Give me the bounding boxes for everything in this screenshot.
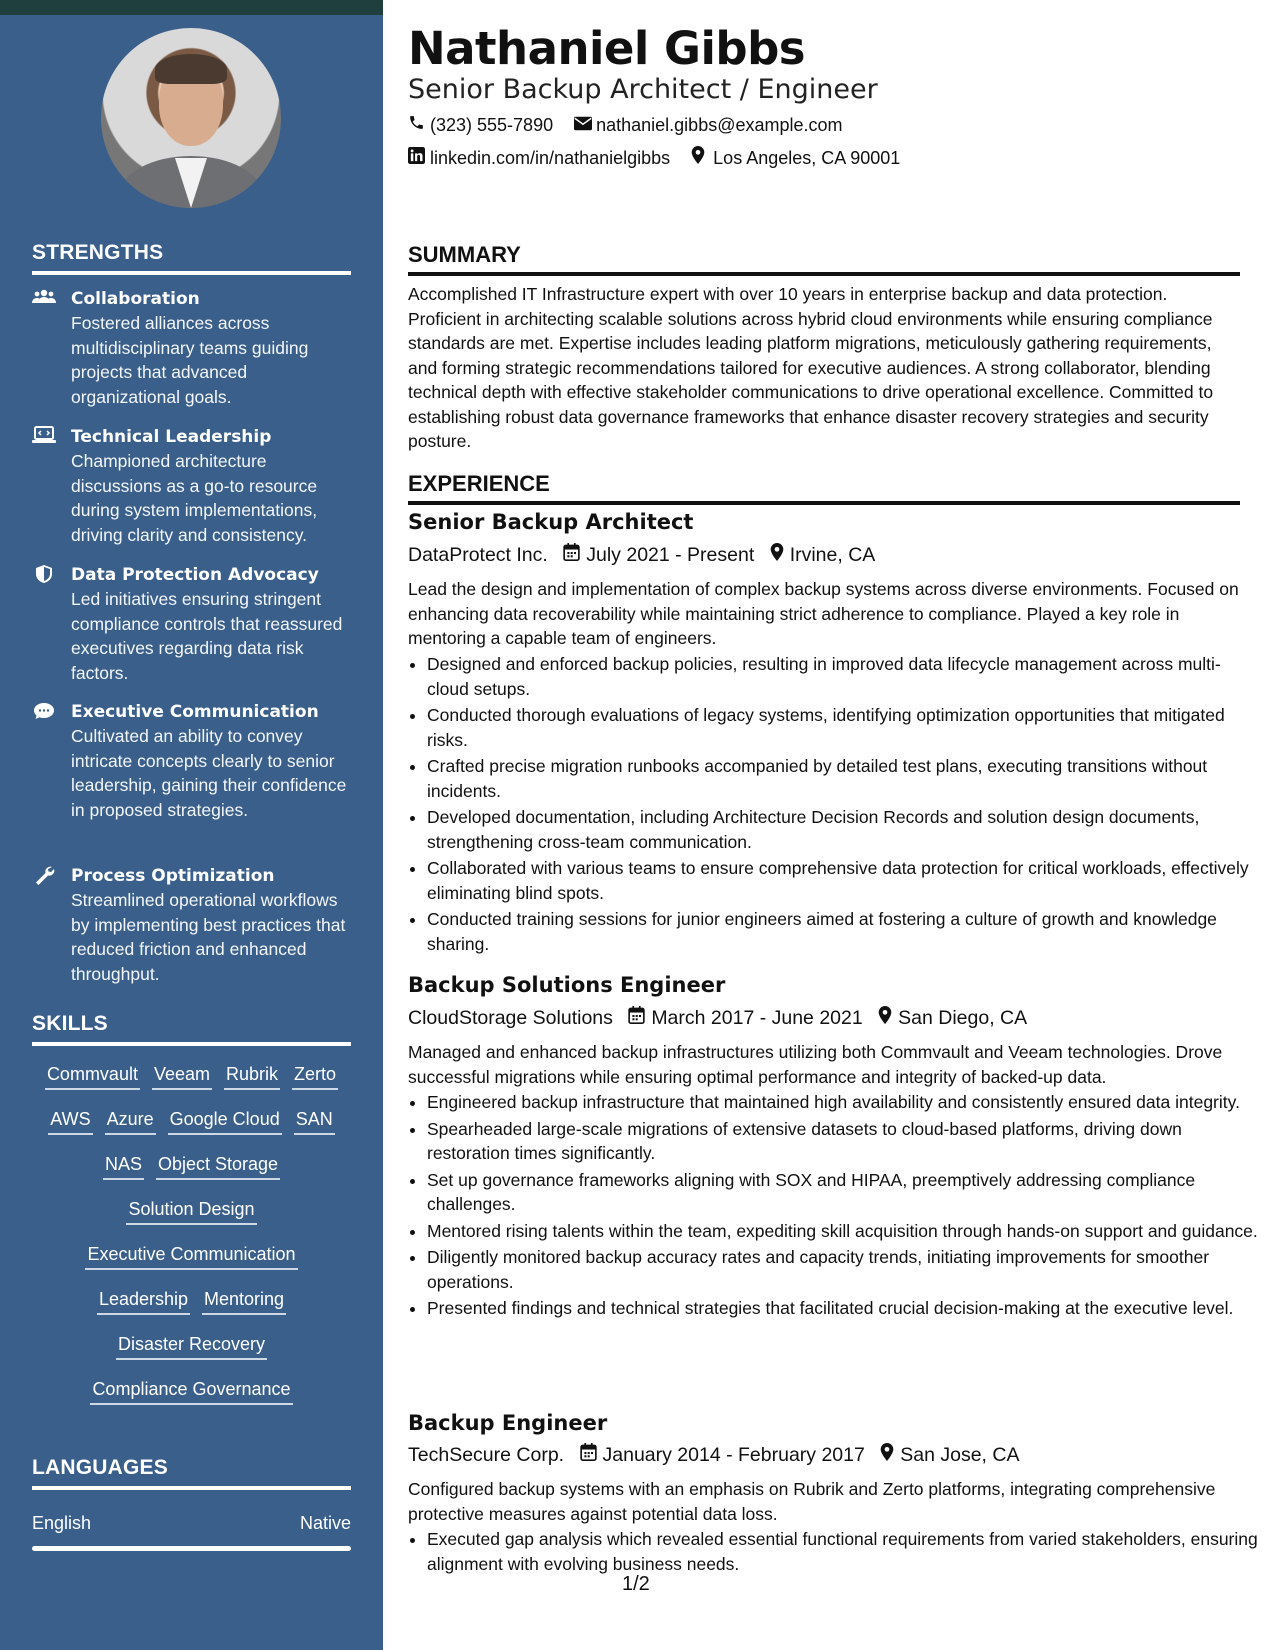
- strength-desc: Fostered alliances across multidisciplinary teams guiding projects that advanced organizational goals.: [71, 313, 309, 407]
- strength-desc: Championed architecture discussions as a go-to resource during system implementations, driving clarity and consistency.: [71, 451, 318, 545]
- skills-heading: SKILLS: [32, 1012, 351, 1046]
- skill-tag: Compliance Governance: [90, 1375, 292, 1405]
- skill-tag: Commvault: [45, 1060, 140, 1090]
- shield-icon: [32, 564, 56, 584]
- bullet-item: • Engineered backup infrastructure that maintained high availability and consistently ensured data integrity.: [427, 1090, 1259, 1115]
- job-dates: July 2021 - Present: [586, 544, 755, 566]
- skill-tag: Mentoring: [202, 1285, 286, 1315]
- strength-item: [32, 700, 352, 822]
- contact-location: [691, 146, 900, 169]
- contact-linkedin: [408, 147, 670, 169]
- sidebar-top-bar: [0, 0, 383, 15]
- skills-list: [32, 1058, 351, 1418]
- bullet-item: • Mentored rising talents within the team, expediting skill acquisition through hands-on support and guidance.: [427, 1219, 1259, 1244]
- job-dates: March 2017 - June 2021: [651, 1007, 863, 1029]
- skill-tag: Zerto: [292, 1060, 338, 1090]
- phone-text: (323) 555-7890: [430, 115, 554, 135]
- wrench-icon: [32, 865, 56, 885]
- strength-item: [32, 864, 352, 986]
- job-bullets: [408, 1090, 1259, 1323]
- job-location: Irvine, CA: [789, 544, 876, 566]
- bullet-item: • Presented findings and technical strategies that facilitated crucial decision-making at the executive level.: [427, 1296, 1259, 1321]
- strength-item: [32, 563, 352, 685]
- strength-desc: Led initiatives ensuring stringent compliance controls that reassured executives regarding data risk factors.: [71, 589, 343, 683]
- bullet-item: • Conducted thorough evaluations of legacy systems, identifying optimization opportunities that mitigated risks.: [427, 703, 1259, 752]
- summary-heading: SUMMARY: [408, 242, 1240, 276]
- bullet-item: • Executed gap analysis which revealed essential functional requirements from varied stakeholders, ensuring alignment with evolving business needs.: [427, 1527, 1259, 1576]
- envelope-icon: [574, 116, 592, 136]
- strength-item: [32, 425, 352, 547]
- strength-item: [32, 287, 352, 409]
- languages-heading: LANGUAGES: [32, 1456, 351, 1490]
- language-level: Native: [299, 1513, 351, 1533]
- job-summary: Lead the design and implementation of complex backup systems across diverse environments. Focused on enhancing data recoverability while maintaining strict adherence to compliance. Played a key role in mentoring a capable team of engineers.: [408, 579, 1239, 648]
- strength-title: Executive Communication: [71, 702, 319, 722]
- bullet-item: • Set up governance frameworks aligning with SOX and HIPAA, preemptively addressing compliance challenges.: [427, 1168, 1259, 1217]
- job-title: Backup Engineer: [408, 1411, 608, 1435]
- bullet-item: • Developed documentation, including Architecture Decision Records and solution design documents, strengthening cross-team communication.: [427, 805, 1259, 854]
- experience-heading: EXPERIENCE: [408, 471, 1240, 505]
- phone-icon: [408, 114, 426, 136]
- users-icon: [32, 288, 56, 308]
- summary-text: Accomplished IT Infrastructure expert with over 10 years in enterprise backup and data protection. Proficient in architecting scalable solutions across hybrid cloud environments while ensuring compliance standards are met. Expertise includes leading platform migrations, meticulously gathering requirements, and forming strategic recommendations tailored for executive audiences. A strong collaborator, blending technical depth with effective stakeholder communications to drive operational excellence. Committed to establishing robust data governance frameworks that enhance disaster recovery strategies and security posture.: [408, 284, 1214, 451]
- skill-tag: Veeam: [152, 1060, 212, 1090]
- job-bullets: [408, 1527, 1259, 1578]
- profile-photo: [101, 28, 281, 208]
- skill-tag: NAS: [103, 1150, 144, 1180]
- job-company: DataProtect Inc.: [408, 544, 548, 566]
- map-pin-icon: [880, 1443, 894, 1466]
- email-text: nathaniel.gibbs@example.com: [596, 115, 843, 135]
- skill-tag: Azure: [105, 1105, 156, 1135]
- job-title: Backup Solutions Engineer: [408, 973, 726, 997]
- bullet-item: • Diligently monitored backup accuracy rates and capacity trends, initiating improvements for smoother operations.: [427, 1245, 1259, 1294]
- job-meta: [408, 1006, 1037, 1030]
- language-name: English: [32, 1513, 92, 1533]
- contact-row: [408, 146, 916, 169]
- location-text: Los Angeles, CA 90001: [713, 148, 901, 168]
- candidate-name: Nathaniel Gibbs: [408, 22, 806, 75]
- job-company: TechSecure Corp.: [408, 1444, 565, 1466]
- calendar-icon: [580, 1443, 597, 1466]
- skill-tag: Google Cloud: [168, 1105, 282, 1135]
- job-summary: Configured backup systems with an emphasis on Rubrik and Zerto platforms, integrating comprehensive protective measures against potential data loss.: [408, 1479, 1216, 1524]
- comment-icon: [32, 701, 56, 721]
- strength-title: Process Optimization: [71, 866, 275, 886]
- skill-tag: AWS: [48, 1105, 92, 1135]
- skill-tag: Rubrik: [224, 1060, 280, 1090]
- calendar-icon: [563, 543, 580, 566]
- skill-tag: Solution Design: [126, 1195, 256, 1225]
- strengths-heading: STRENGTHS: [32, 241, 351, 275]
- language-level-bar: [32, 1546, 351, 1551]
- strength-desc: Cultivated an ability to convey intricate concepts clearly to senior leadership, gaining their confidence in proposed strategies.: [71, 726, 347, 820]
- bullet-item: • Crafted precise migration runbooks accompanied by detailed test plans, executing transitions without incidents.: [427, 754, 1259, 803]
- contact-phone: [408, 114, 553, 136]
- calendar-icon: [628, 1006, 645, 1029]
- skill-tag: Object Storage: [156, 1150, 280, 1180]
- sidebar: [0, 0, 383, 1650]
- job-company: CloudStorage Solutions: [408, 1007, 613, 1029]
- bullet-item: • Designed and enforced backup policies, resulting in improved data lifecycle management across multi-cloud setups.: [427, 652, 1259, 701]
- skill-tag: SAN: [294, 1105, 335, 1135]
- bullet-item: • Spearheaded large-scale migrations of extensive datasets to cloud-based platforms, driving down restoration times significantly.: [427, 1117, 1259, 1166]
- job-bullets: [408, 652, 1259, 958]
- job-summary: Managed and enhanced backup infrastructures utilizing both Commvault and Veeam technologies. Drove successful migrations while ensuring optimal performance and integrity of backed-up data.: [408, 1042, 1223, 1087]
- strength-desc: Streamlined operational workflows by implementing best practices that reduced friction and enhanced throughput.: [71, 890, 346, 984]
- job-title: Senior Backup Architect: [408, 510, 694, 534]
- job-location: San Diego, CA: [898, 1007, 1028, 1029]
- map-pin-icon: [770, 543, 784, 566]
- contact-email: [574, 115, 842, 136]
- skill-tag: Leadership: [97, 1285, 190, 1315]
- job-dates: January 2014 - February 2017: [602, 1444, 865, 1466]
- job-meta: [408, 543, 885, 567]
- linkedin-icon: [408, 147, 426, 169]
- map-pin-icon: [878, 1006, 892, 1029]
- strength-title: Collaboration: [71, 289, 200, 309]
- bullet-item: • Collaborated with various teams to ensure comprehensive data protection for critical workloads, effectively eliminating blind spots.: [427, 856, 1259, 905]
- strength-title: Data Protection Advocacy: [71, 565, 319, 585]
- strength-title: Technical Leadership: [71, 427, 272, 447]
- skill-tag: Disaster Recovery: [116, 1330, 267, 1360]
- job-location: San Jose, CA: [900, 1444, 1020, 1466]
- bullet-item: • Conducted training sessions for junior engineers aimed at fostering a culture of growth and knowledge sharing.: [427, 907, 1259, 956]
- map-pin-icon: [691, 146, 709, 169]
- contact-row: [408, 114, 859, 136]
- skill-tag: Executive Communication: [85, 1240, 297, 1270]
- laptop-code-icon: [32, 426, 56, 446]
- page-number: 1/2: [622, 1573, 650, 1595]
- linkedin-text: linkedin.com/in/nathanielgibbs: [430, 148, 671, 168]
- job-meta: [408, 1443, 1029, 1467]
- candidate-title: Senior Backup Architect / Engineer: [408, 74, 878, 105]
